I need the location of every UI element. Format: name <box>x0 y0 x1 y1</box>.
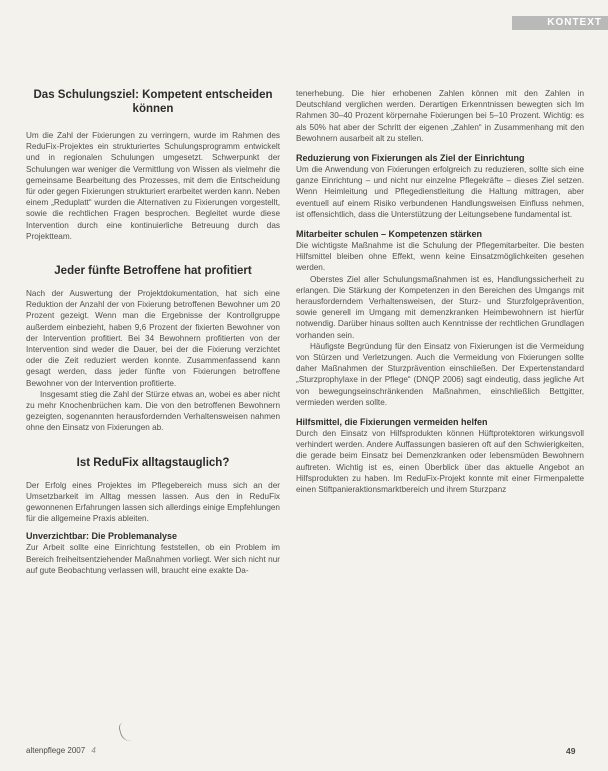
paragraph: Um die Zahl der Fixierungen zu verringern, wurde im Rahmen des ReduFix-Projektes ein strukturiertes Schulungsprogramm entwickelt und in regionalen Schulungen umgesetzt. Schwerpunkt der Schulungen war weniger die Vermittlung von Wissen als vielmehr die gemeinsame Bearbeitung des Prozesses, mit dem die Entscheidung für oder gegen Fixierungen strukturiert erarbeitet werden kann. Neben einem „Reduplatt“ wurden die Alternativen zu Fixierungen vorgestellt, sowie die rechtlichen Fragen besprochen. Begleitet wurde diese Intervention durch eine kontinuierliche Betreuung durch das Projektteam. <box>26 131 280 241</box>
right-column <box>296 88 584 495</box>
paragraph: Die wichtigste Maßnahme ist die Schulung der Pflegemitarbeiter. Die besten Hilfsmittel bleiben ohne Effekt, wenn keine Einsatzmöglichkeiten gesehen werden. <box>296 241 584 273</box>
handwritten-mark <box>118 721 134 743</box>
heading-profitiert: Jeder fünfte Betroffene hat profitiert <box>54 265 252 278</box>
paragraph: Um die Anwendung von Fixierungen erfolgreich zu reduzieren, sollte sich eine ganze Einrichtung – und nicht nur einzelne Pflegekräfte – dieses Ziel setzen. Wenn Heimleitung und Pflegedienstleitung die Haltung mittragen, aber eventuell auf einem Risiko verbundenen Handlungsweisen Einfluss nehmen, ist offensichtlich, dass die Unterstützung der Leitungsebene fundamental ist. <box>296 165 584 219</box>
paragraph: Häufigste Begründung für den Einsatz von Fixierungen ist die Vermeidung von Stürzen und Verletzungen. Auch die Vermeidung von Fixierungen sollte daher Maßnahmen der Sturzprävention einschließen. Der Expertenstandard „Sturzprophylaxe in der Pflege“ (DNQP 2006) sagt eindeutig, dass jegliche Art von bewegungseinschränkenden Maßnahmen, einschließlich Bettgitter, vermieden werden sollte. <box>296 341 584 407</box>
footer-title: altenpflege 2007 <box>26 746 86 755</box>
left-column <box>26 88 280 576</box>
page-number: 49 <box>566 746 576 756</box>
subheading-problemanalyse: Unverzichtbar: Die Problemanalyse <box>26 531 178 542</box>
paragraph: Oberstes Ziel aller Schulungsmaßnahmen ist es, Handlungssicherheit zu erlangen. Die Stärkung der Kompetenzen in den Bereichen des Umgangs mit herausforderndem Verhaltensweisen, der Sturz- und Sturzfolgeprävention, sowie generell im Umgang mit demenzkranken Heimbewohnern ist hierfür notwendig. Darüber hinaus sollten auch Kenntnisse der rechtlichen Grundlagen vorhanden sein. <box>296 274 584 340</box>
subheading-mitarbeiter: Mitarbeiter schulen – Kompetenzen stärken <box>296 229 483 240</box>
footer-scribble: 4 <box>91 746 96 755</box>
heading-schulungsziel: Das Schulungsziel: Kompetent entscheiden können <box>33 89 273 115</box>
section-label: KONTEXT <box>547 17 602 28</box>
paragraph: Zur Arbeit sollte eine Einrichtung feststellen, ob ein Problem im Bereich freiheitsentziehender Maßnahmen vorliegt. Wer sich nicht nur auf gute Beobachtung verlassen will, braucht eine exakte Da- <box>26 543 280 575</box>
paragraph: tenerhebung. Die hier erhobenen Zahlen können mit den Zahlen in Deutschland verglichen werden. Derartigen Erkenntnissen bewegten sich Im Rahmen 30–40 Prozent körpernahe Fixierungen bei 5–10 Prozent. Wichtig: es als 50% hat aber der Schritt der eigenen „Zahlen“ in Zusammenhang mit den Bewohnern ausarbeit alt zu stellen. <box>296 89 584 143</box>
paragraph: Nach der Auswertung der Projektdokumentation, hat sich eine Reduktion der Anzahl der von Fixierung betroffenen Bewohner um 20 Prozent gezeigt. Wenn man die Ergebnisse der Kontrollgruppe außerdem einbezieht, haben 9,6 Prozent der fixierten Bewohner von der Intervention profitiert. Bei 34 Bewohnern profitierten von der Intervention sind weder die Dauer, bei der die Fixierung verzichtet oder die Zeit reduziert werden konnte. Zusammenfassend kann gesagt werden, dass jeder fünfte von Fixierungen betroffene Bewohner von der Intervention profitierte. <box>26 289 280 388</box>
heading-alltagstauglich: Ist ReduFix alltagstauglich? <box>76 456 230 469</box>
footer-publication <box>26 746 96 755</box>
paragraph: Insgesamt stieg die Zahl der Stürze etwas an, wobei es aber nicht zu mehr Knochenbrüchen kam. Die von den betroffenen Bewohnern gezeigten, sogenannten herausfordernden Verhaltensweisen nahmen ohne den Einsatz von Fixierungen ab. <box>26 389 280 433</box>
paragraph: Durch den Einsatz von Hilfsprodukten können Hüftprotektoren wirkungsvoll verhindert werden. Andere Auffassungen basieren oft auf den Schwierigkeiten, die gerade beim Einsatz bei Demenzkranken oder lebensmüden Bewohnern auftreten. Wichtig ist es, einen Überblick über das aktuelle Angebot an Hilfsprodukten zu haben. Im ReduFix-Projekt konnte mit einer Firmenpalette einen Stiftpanieraktionsmarktbereich und ihrem Sturzpanz <box>296 429 584 495</box>
subheading-hilfsmittel: Hilfsmittel, die Fixierungen vermeiden helfen <box>296 417 488 428</box>
subheading-reduzierung: Reduzierung von Fixierungen als Ziel der Einrichtung <box>296 153 525 164</box>
paragraph: Der Erfolg eines Projektes im Pflegebereich muss sich an der Umsetzbarkeit im Alltag messen lassen. Aus den in ReduFix gewonnenen Erfahrungen lassen sich allerdings einige Empfehlungen für die allgemeine Praxis ableiten. <box>26 480 280 524</box>
